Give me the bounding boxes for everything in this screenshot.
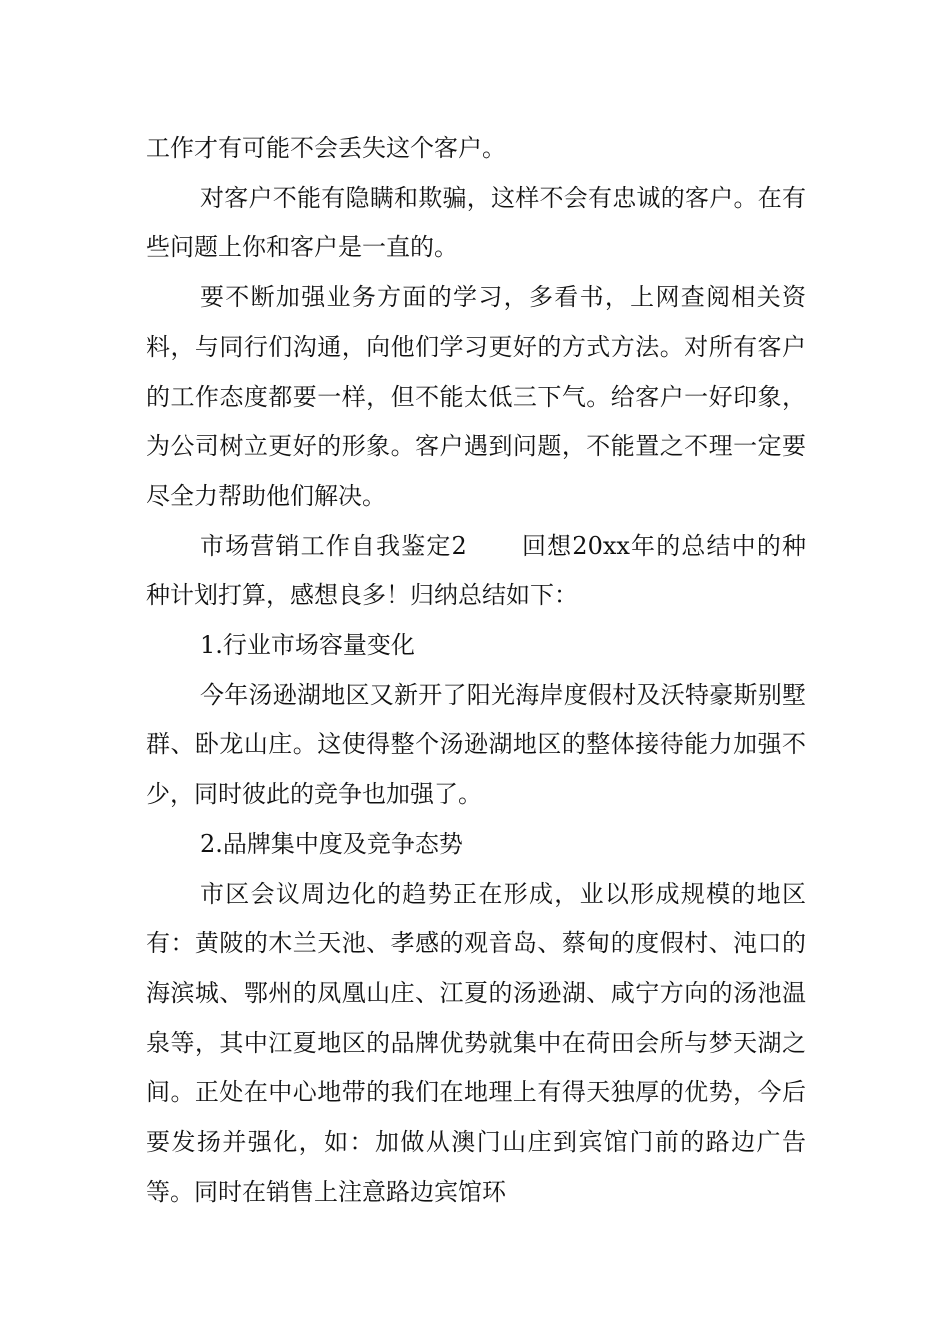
paragraph-learning: 要不断加强业务方面的学习，多看书，上网查阅相关资料，与同行们沟通，向他们学习更好的方式方法。对所有客户的工作态度都要一样，但不能太低三下气。给客户一好印象，为公司树立更好的形象。客户遇到问题，不能置之不理一定要尽全力帮助他们解决。	[146, 283, 806, 510]
section-intro: 回想20xx年的总结中的种种计划打算，感想良多！归纳总结如下：	[146, 531, 806, 610]
heading-market-capacity: 1.行业市场容量变化	[200, 631, 415, 660]
document-page	[146, 124, 806, 1217]
paragraph-continuation: 工作才有可能不会丢失这个客户。	[146, 134, 506, 162]
paragraph-market-capacity: 今年汤逊湖地区又新开了阳光海岸度假村及沃特豪斯别墅群、卧龙山庄。这使得整个汤逊湖地区的整体接待能力加强不少，同时彼此的竞争也加强了。	[146, 680, 806, 809]
section-intro-paragraph	[146, 522, 806, 621]
section-title: 市场营销工作自我鉴定2	[200, 531, 467, 560]
paragraph-honesty: 对客户不能有隐瞒和欺骗，这样不会有忠诚的客户。在有些问题上你和客户是一直的。	[146, 183, 806, 262]
heading-brand-competition: 2.品牌集中度及竞争态势	[200, 829, 463, 858]
paragraph-brand-competition: 市区会议周边化的趋势正在形成，业以形成规模的地区有：黄陂的木兰天池、孝感的观音岛、蔡甸的度假村、沌口的海滨城、鄂州的凤凰山庄、江夏的汤逊湖、咸宁方向的汤池温泉等，其中江夏地区的品牌优势就集中在荷田会所与梦天湖之间。正处在中心地带的我们在地理上有得天独厚的优势，今后要发扬并强化，如：加做从澳门山庄到宾馆门前的路边广告等。同时在销售上注意路边宾馆环	[146, 879, 806, 1206]
